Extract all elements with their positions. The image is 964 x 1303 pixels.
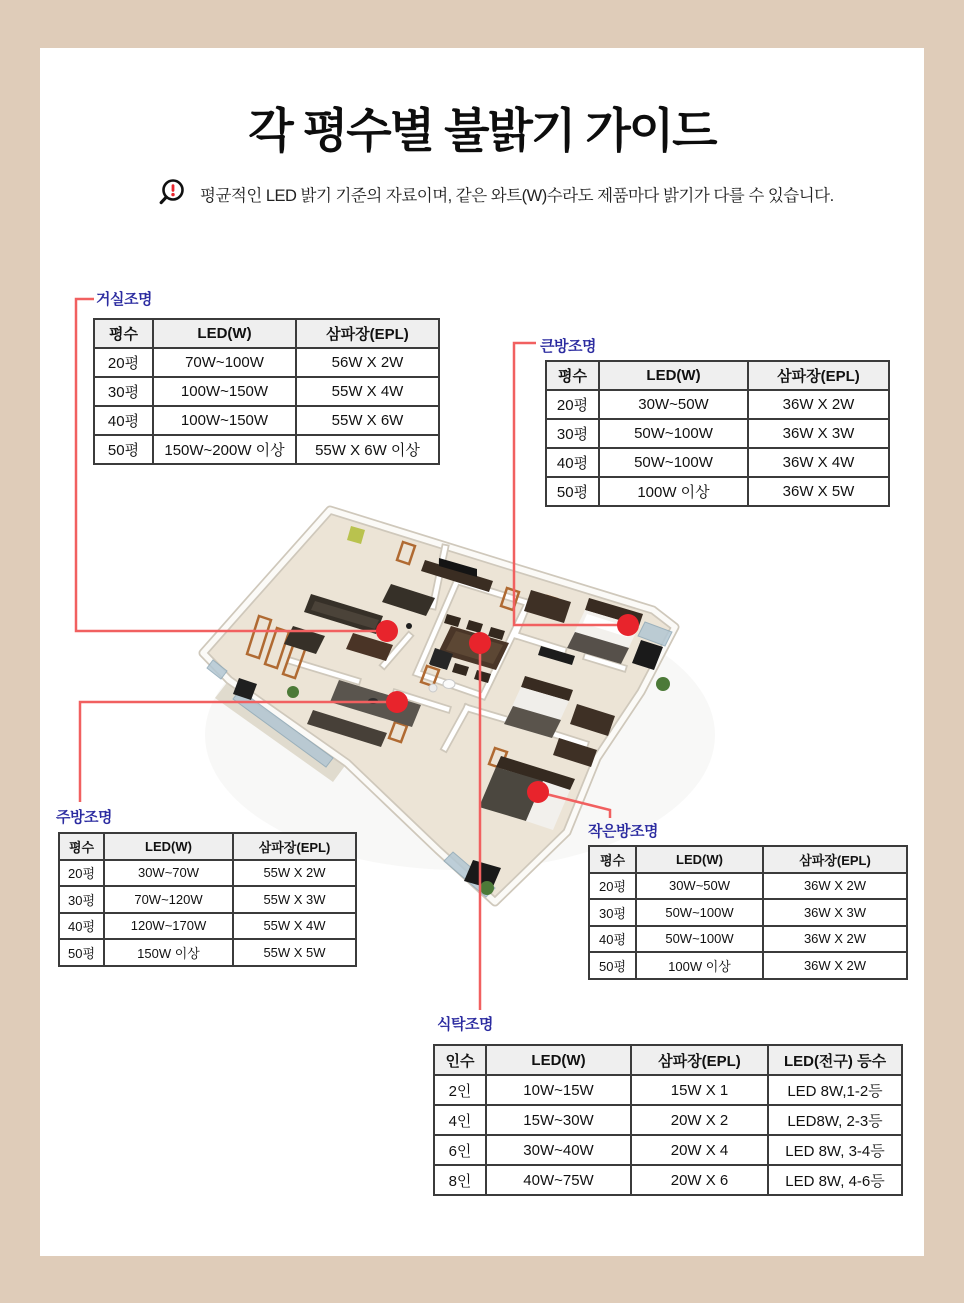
small-room-table-label: 작은방조명 xyxy=(588,823,658,840)
table-cell: 50W~100W xyxy=(636,926,763,953)
table-cell: 36W X 2W xyxy=(763,926,907,953)
table-cell: 36W X 5W xyxy=(748,477,889,506)
table-cell: LED 8W,1-2등 xyxy=(768,1075,902,1105)
table-cell: 30W~70W xyxy=(104,860,233,887)
column-header: LED(W) xyxy=(153,319,296,348)
table-cell: 36W X 3W xyxy=(763,899,907,926)
column-header: 평수 xyxy=(59,833,104,860)
kitchen-table-label: 주방조명 xyxy=(56,809,112,826)
table-row xyxy=(434,1075,902,1105)
table-cell: 55W X 2W xyxy=(233,860,356,887)
table-cell: 30평 xyxy=(546,419,599,448)
table-cell: 100W~150W xyxy=(153,406,296,435)
table-cell: 50W~100W xyxy=(599,419,748,448)
living-lighting-table xyxy=(93,318,440,465)
column-header: LED(W) xyxy=(486,1045,631,1075)
column-header: LED(W) xyxy=(599,361,748,390)
page-title: 각 평수별 불밝기 가이드 xyxy=(248,104,716,157)
table-cell: 6인 xyxy=(434,1135,486,1165)
notice xyxy=(158,176,858,212)
table-cell: 36W X 2W xyxy=(748,390,889,419)
table-cell: 50W~100W xyxy=(599,448,748,477)
table-cell: 55W X 5W xyxy=(233,939,356,966)
table-cell: 20평 xyxy=(94,348,153,377)
table-cell: 30평 xyxy=(59,886,104,913)
table-row xyxy=(589,926,907,953)
table-cell: 55W X 4W xyxy=(296,377,439,406)
table-cell: 15W~30W xyxy=(486,1105,631,1135)
table-cell: 40평 xyxy=(94,406,153,435)
table-cell: LED 8W, 3-4등 xyxy=(768,1135,902,1165)
table-cell: 8인 xyxy=(434,1165,486,1195)
table-row xyxy=(59,860,356,887)
table-cell: 50평 xyxy=(94,435,153,464)
table-cell: 40W~75W xyxy=(486,1165,631,1195)
table-row xyxy=(434,1105,902,1135)
column-header: 삼파장(EPL) xyxy=(631,1045,768,1075)
big-room-lighting-table xyxy=(545,360,890,507)
table-cell: 55W X 6W xyxy=(296,406,439,435)
table-cell: 36W X 4W xyxy=(748,448,889,477)
table-cell: 36W X 3W xyxy=(748,419,889,448)
table-cell: 50평 xyxy=(589,952,636,979)
table-cell: 50평 xyxy=(59,939,104,966)
table-cell: 55W X 4W xyxy=(233,913,356,940)
table-row xyxy=(589,899,907,926)
table-cell: 20평 xyxy=(59,860,104,887)
table-cell: 36W X 2W xyxy=(763,873,907,900)
column-header: 삼파장(EPL) xyxy=(763,846,907,873)
table-row xyxy=(59,913,356,940)
table-row xyxy=(546,448,889,477)
table-cell: 36W X 2W xyxy=(763,952,907,979)
table-cell: 20W X 6 xyxy=(631,1165,768,1195)
living-table-label: 거실조명 xyxy=(96,291,152,308)
table-cell: 40평 xyxy=(59,913,104,940)
column-header: 삼파장(EPL) xyxy=(748,361,889,390)
table-cell: 20W X 4 xyxy=(631,1135,768,1165)
table-cell: LED 8W, 4-6등 xyxy=(768,1165,902,1195)
table-cell: 30평 xyxy=(94,377,153,406)
column-header: 평수 xyxy=(589,846,636,873)
table-cell: 20W X 2 xyxy=(631,1105,768,1135)
column-header: 평수 xyxy=(94,319,153,348)
table-row xyxy=(589,952,907,979)
table-cell: 70W~120W xyxy=(104,886,233,913)
table-row xyxy=(546,419,889,448)
table-cell: LED8W, 2-3등 xyxy=(768,1105,902,1135)
table-cell: 55W X 6W 이상 xyxy=(296,435,439,464)
table-cell: 120W~170W xyxy=(104,913,233,940)
table-cell: 15W X 1 xyxy=(631,1075,768,1105)
table-cell: 56W X 2W xyxy=(296,348,439,377)
table-row xyxy=(94,348,439,377)
table-cell: 50평 xyxy=(546,477,599,506)
table-row xyxy=(434,1165,902,1195)
table-row xyxy=(59,886,356,913)
table-row xyxy=(94,377,439,406)
column-header: 삼파장(EPL) xyxy=(233,833,356,860)
table-cell: 20평 xyxy=(589,873,636,900)
table-row xyxy=(59,939,356,966)
table-cell: 100W~150W xyxy=(153,377,296,406)
column-header: 평수 xyxy=(546,361,599,390)
kitchen-lighting-table xyxy=(58,832,357,967)
table-cell: 70W~100W xyxy=(153,348,296,377)
big-room-table-label: 큰방조명 xyxy=(540,338,596,355)
column-header: 삼파장(EPL) xyxy=(296,319,439,348)
table-cell: 20평 xyxy=(546,390,599,419)
table-cell: 150W~200W 이상 xyxy=(153,435,296,464)
table-cell: 2인 xyxy=(434,1075,486,1105)
table-cell: 100W 이상 xyxy=(599,477,748,506)
small-room-lighting-table xyxy=(588,845,908,980)
table-cell: 30W~50W xyxy=(636,873,763,900)
table-cell: 100W 이상 xyxy=(636,952,763,979)
table-cell: 150W 이상 xyxy=(104,939,233,966)
table-cell: 30W~50W xyxy=(599,390,748,419)
table-cell: 30평 xyxy=(589,899,636,926)
table-cell: 55W X 3W xyxy=(233,886,356,913)
column-header: LED(W) xyxy=(636,846,763,873)
table-row xyxy=(546,390,889,419)
table-cell: 50W~100W xyxy=(636,899,763,926)
table-cell: 10W~15W xyxy=(486,1075,631,1105)
dining-lighting-table xyxy=(433,1044,903,1196)
table-row xyxy=(434,1135,902,1165)
column-header: LED(전구) 등수 xyxy=(768,1045,902,1075)
table-cell: 4인 xyxy=(434,1105,486,1135)
notice-text: 평균적인 LED 밝기 기준의 자료이며, 같은 와트(W)수라도 제품마다 밝기가 다를 수 있습니다. xyxy=(200,187,834,205)
magnifier-alert-icon xyxy=(158,177,192,211)
dining-table-label: 식탁조명 xyxy=(437,1016,493,1033)
column-header: LED(W) xyxy=(104,833,233,860)
table-row xyxy=(94,435,439,464)
table-row xyxy=(546,477,889,506)
table-cell: 30W~40W xyxy=(486,1135,631,1165)
table-row xyxy=(94,406,439,435)
table-row xyxy=(589,873,907,900)
column-header: 인수 xyxy=(434,1045,486,1075)
table-cell: 40평 xyxy=(589,926,636,953)
table-cell: 40평 xyxy=(546,448,599,477)
